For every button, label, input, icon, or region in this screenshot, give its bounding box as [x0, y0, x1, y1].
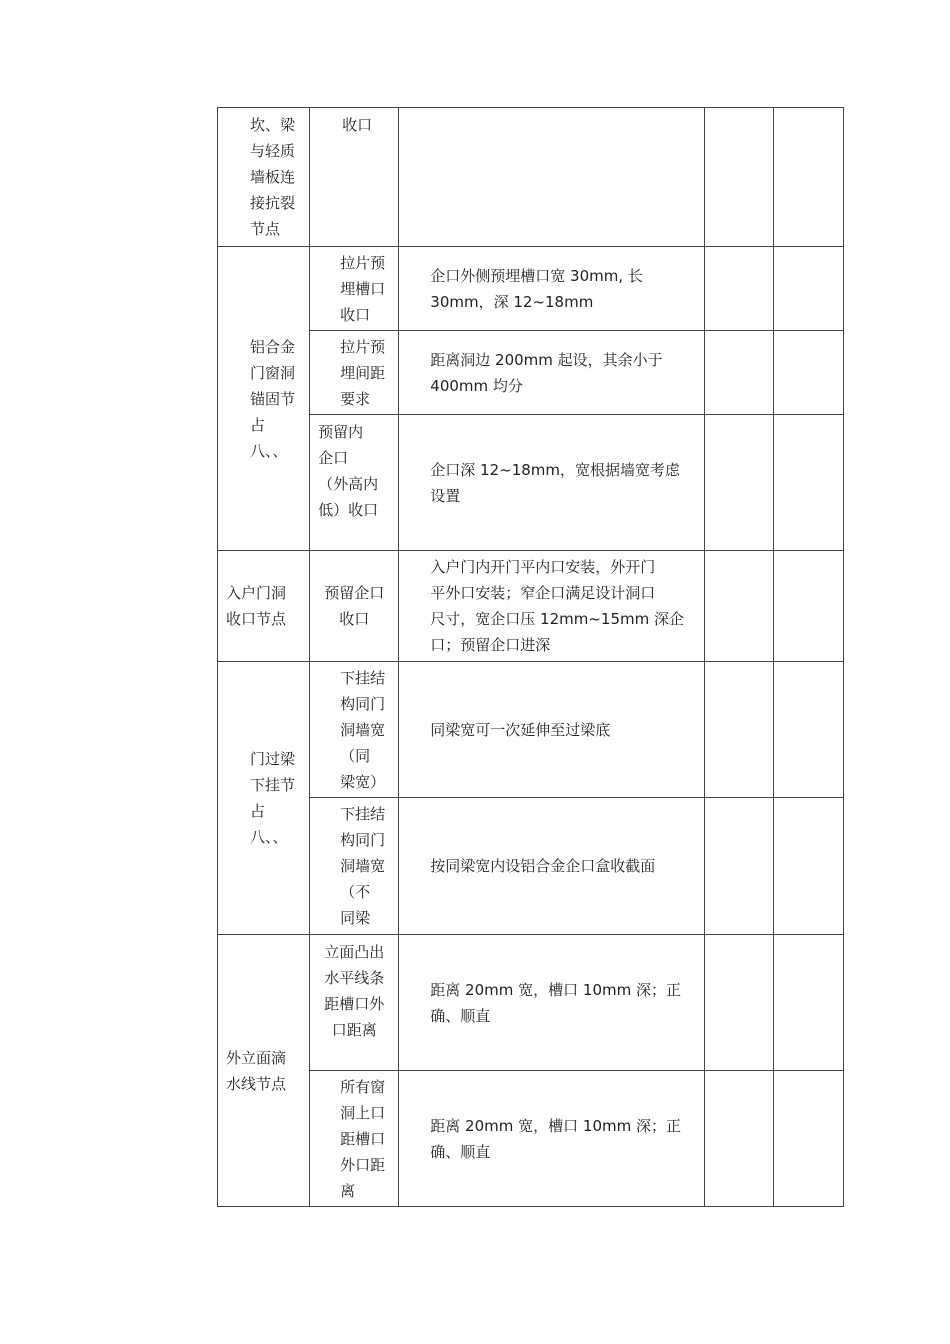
result-cell	[773, 415, 843, 551]
requirement-cell: 距离洞边 200mm 起设，其余小于 400mm 均分	[399, 331, 704, 415]
item-name-cell: 拉片预 埋间距 要求	[310, 331, 399, 415]
result-cell	[773, 551, 843, 662]
item-name-cell: 拉片预 埋槽口 收口	[310, 247, 399, 331]
requirement-cell: 同梁宽可一次延伸至过梁底	[399, 662, 704, 798]
table-row	[218, 798, 844, 935]
check-cell	[704, 415, 773, 551]
node-name-cell: 入户门洞 收口节点	[218, 551, 310, 662]
table-row	[218, 247, 844, 331]
requirement-cell	[399, 108, 704, 247]
requirement-cell: 入户门内开门平内口安装，外开门 平外口安装；窄企口满足设计洞口 尺寸，宽企口压 12mm~15mm 深企 口；预留企口进深	[399, 551, 704, 662]
check-cell	[704, 331, 773, 415]
node-name-cell: 外立面滴 水线节点	[218, 935, 310, 1207]
check-cell	[704, 798, 773, 935]
table-row	[218, 1071, 844, 1207]
result-cell	[773, 662, 843, 798]
result-cell	[773, 798, 843, 935]
requirement-cell: 距离 20mm 宽，槽口 10mm 深；正 确、顺直	[399, 935, 704, 1071]
item-name-cell: 立面凸出 水平线条 距槽口外 口距离	[310, 935, 399, 1071]
table-row	[218, 662, 844, 798]
table-row	[218, 108, 844, 247]
table-row	[218, 331, 844, 415]
item-name-cell: 所有窗 洞上口 距槽口 外口距 离	[310, 1071, 399, 1207]
item-name-cell: 预留企口 收口	[310, 551, 399, 662]
check-cell	[704, 247, 773, 331]
requirement-cell: 按同梁宽内设铝合金企口盒收截面	[399, 798, 704, 935]
node-name-cell: 铝合金 门窗洞 锚固节 占 八、、	[218, 247, 310, 551]
check-cell	[704, 551, 773, 662]
node-name-cell: 门过梁 下挂节 占 八、、	[218, 662, 310, 935]
check-cell	[704, 935, 773, 1071]
result-cell	[773, 247, 843, 331]
result-cell	[773, 108, 843, 247]
requirement-cell: 距离 20mm 宽，槽口 10mm 深；正 确、顺直	[399, 1071, 704, 1207]
table-row	[218, 415, 844, 551]
table-row	[218, 551, 844, 662]
result-cell	[773, 331, 843, 415]
check-cell	[704, 662, 773, 798]
item-name-cell: 下挂结 构同门 洞墙宽 （不 同梁	[310, 798, 399, 935]
requirement-cell: 企口外侧预埋槽口宽 30mm, 长 30mm，深 12~18mm	[399, 247, 704, 331]
node-name-cell: 坎、梁 与轻质 墙板连 接抗裂 节点	[218, 108, 310, 247]
item-name-cell: 下挂结 构同门 洞墙宽 （同 梁宽）	[310, 662, 399, 798]
check-cell	[704, 108, 773, 247]
item-name-cell: 收口	[310, 108, 399, 247]
result-cell	[773, 935, 843, 1071]
check-cell	[704, 1071, 773, 1207]
item-name-cell: 预留内 企口 （外高内 低）收口	[310, 415, 399, 551]
result-cell	[773, 1071, 843, 1207]
inspection-table	[217, 107, 844, 1207]
table-row	[218, 935, 844, 1071]
requirement-cell: 企口深 12~18mm，宽根据墙宽考虑 设置	[399, 415, 704, 551]
